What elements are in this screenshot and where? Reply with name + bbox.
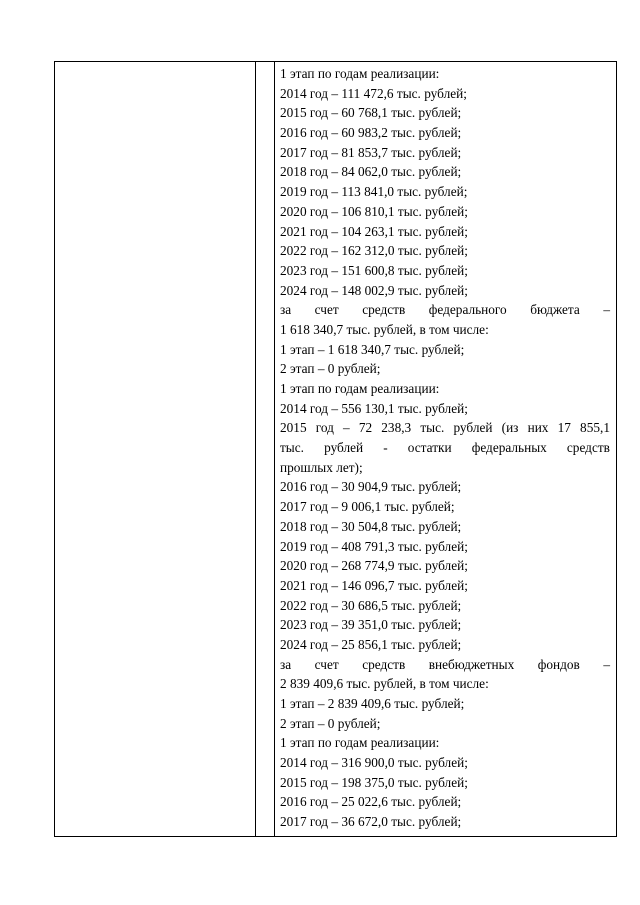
text-line <box>280 418 610 438</box>
text-word: тыс. <box>280 440 304 456</box>
text-word: рублей <box>453 420 493 436</box>
text-line: 1 этап – 1 618 340,7 тыс. рублей; <box>280 341 465 357</box>
text-word: внебюджетных <box>428 656 515 672</box>
text-word: тыс. <box>420 420 445 436</box>
text-line: 2016 год – 30 904,9 тыс. рублей; <box>280 479 462 495</box>
text-word: средств <box>566 440 610 456</box>
text-word: (из <box>501 420 519 436</box>
text-line: 2021 год – 146 096,7 тыс. рублей; <box>280 577 468 593</box>
text-line: 2014 год – 316 900,0 тыс. рублей; <box>280 755 468 771</box>
text-line: 2 839 409,6 тыс. рублей, в том числе: <box>280 676 489 692</box>
text-word: за <box>280 302 292 318</box>
text-word: федеральных <box>471 440 547 456</box>
text-word: 72 <box>358 420 373 436</box>
text-word: них <box>527 420 549 436</box>
text-line: 2017 год – 36 672,0 тыс. рублей; <box>280 814 462 830</box>
text-word: 855,1 <box>580 420 610 436</box>
text-word: – <box>603 302 610 318</box>
text-word: за <box>280 656 292 672</box>
text-line: 2020 год – 268 774,9 тыс. рублей; <box>280 558 468 574</box>
text-word: средств <box>362 302 406 318</box>
text-line: 1 этап – 2 839 409,6 тыс. рублей; <box>280 696 465 711</box>
text-line: 2015 год – 60 768,1 тыс. рублей; <box>280 105 462 121</box>
text-line: 2019 год – 408 791,3 тыс. рублей; <box>280 538 468 554</box>
funding-table <box>54 61 617 837</box>
text-word: 2015 <box>280 420 307 436</box>
text-line <box>280 438 610 458</box>
text-line: 1 этап по годам реализации: <box>280 66 440 81</box>
text-word: бюджета <box>530 302 580 318</box>
text-line: 2024 год – 148 002,9 тыс. рублей; <box>280 282 468 298</box>
text-word: - <box>383 440 388 456</box>
text-word: 17 <box>557 420 571 436</box>
text-line: 1 этап по годам реализации: <box>280 735 440 751</box>
text-line: 2023 год – 39 351,0 тыс. рублей; <box>280 617 462 633</box>
funding-details-cell <box>280 64 610 832</box>
text-word: 238,3 <box>381 420 412 436</box>
text-line: 2017 год – 9 006,1 тыс. рублей; <box>280 499 455 515</box>
text-line: 2022 год – 162 312,0 тыс. рублей; <box>280 243 468 259</box>
text-word: рублей <box>324 440 364 456</box>
text-line: прошлых лет); <box>280 459 363 475</box>
text-word: – <box>343 420 350 436</box>
text-line <box>280 655 610 675</box>
text-line: 1 этап по годам реализации: <box>280 381 440 396</box>
text-line: 2018 год – 30 504,8 тыс. рублей; <box>280 518 462 534</box>
column-divider-right <box>274 62 275 836</box>
text-word: – <box>603 656 610 672</box>
text-line: 2015 год – 198 375,0 тыс. рублей; <box>280 774 468 790</box>
text-word: средств <box>362 656 406 672</box>
text-line: 2014 год – 111 472,6 тыс. рублей; <box>280 85 467 101</box>
text-line: 2021 год – 104 263,1 тыс. рублей; <box>280 223 468 239</box>
text-line: 2017 год – 81 853,7 тыс. рублей; <box>280 144 462 160</box>
text-line: 2019 год – 113 841,0 тыс. рублей; <box>280 184 468 200</box>
text-line: 2024 год – 25 856,1 тыс. рублей; <box>280 636 462 652</box>
text-line: 1 618 340,7 тыс. рублей, в том числе: <box>280 321 489 337</box>
text-word: счет <box>314 302 339 318</box>
text-line: 2020 год – 106 810,1 тыс. рублей; <box>280 203 468 219</box>
text-line: 2023 год – 151 600,8 тыс. рублей; <box>280 262 468 278</box>
text-line: 2016 год – 60 983,2 тыс. рублей; <box>280 125 462 141</box>
text-line: 2016 год – 25 022,6 тыс. рублей; <box>280 794 462 810</box>
text-word: год <box>315 420 334 436</box>
column-divider-left <box>255 62 256 836</box>
text-line: 2 этап – 0 рублей; <box>280 715 381 731</box>
text-line: 2022 год – 30 686,5 тыс. рублей; <box>280 597 462 613</box>
text-word: фондов <box>537 656 580 672</box>
text-line: 2018 год – 84 062,0 тыс. рублей; <box>280 164 462 180</box>
text-word: счет <box>314 656 339 672</box>
text-word: федерального <box>428 302 507 318</box>
text-line: 2 этап – 0 рублей; <box>280 361 381 377</box>
text-line <box>280 300 610 320</box>
text-word: остатки <box>407 440 452 456</box>
text-line: 2014 год – 556 130,1 тыс. рублей; <box>280 400 468 416</box>
